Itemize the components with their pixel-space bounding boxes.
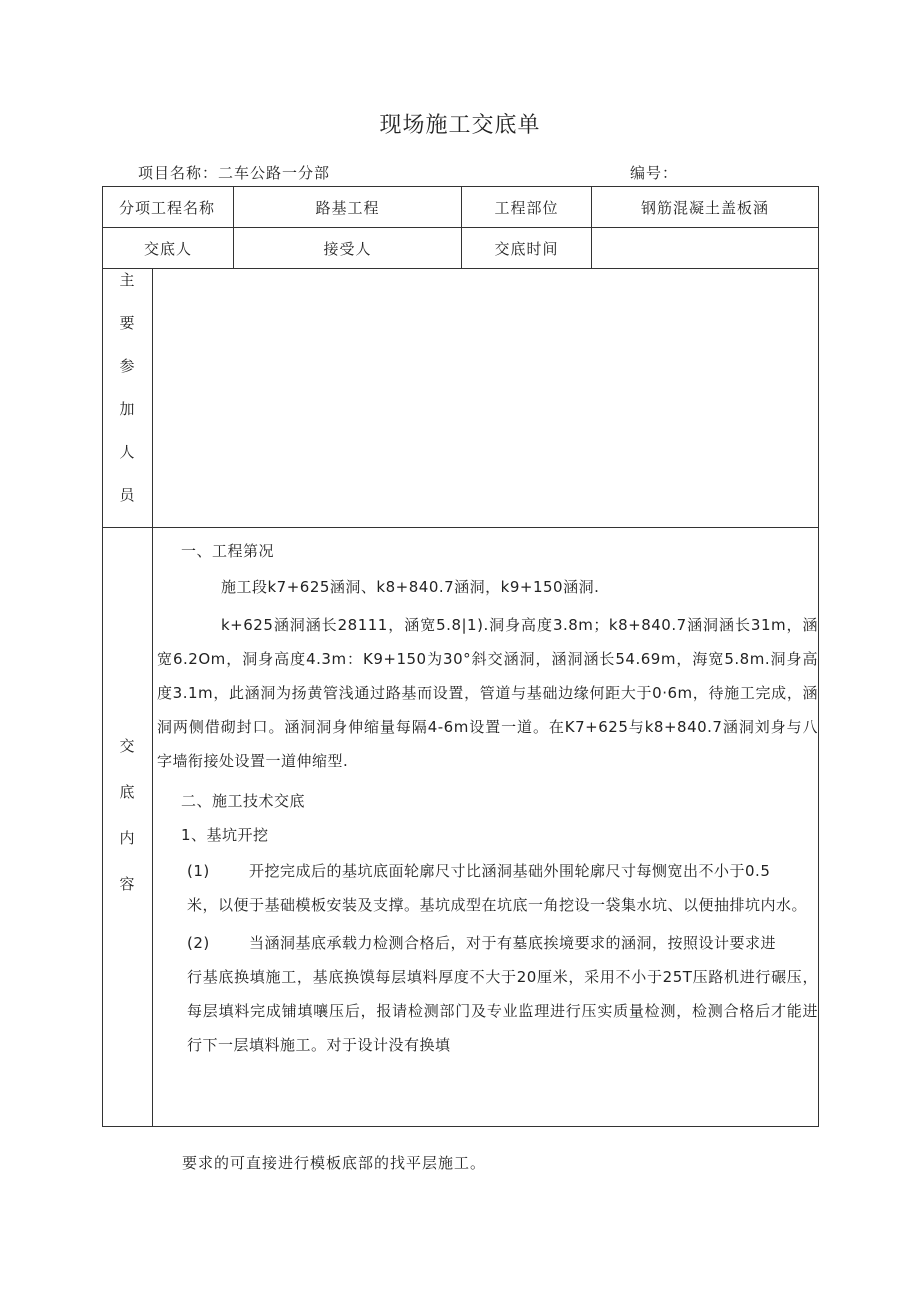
participants-label-char: 加 <box>119 400 136 418</box>
content-label-char: 交 <box>119 737 136 755</box>
time-label: 交底时间 <box>462 228 592 269</box>
list-item <box>153 926 818 960</box>
subsection-heading: 1、基坑开挖 <box>181 826 269 844</box>
list-item <box>153 854 818 888</box>
list-item-text: 开挖完成后的基坑底面轮廓尺寸比涵洞基础外围轮廓尺寸每恻宽出不小于0.5 <box>249 862 771 880</box>
participants-row <box>103 269 819 528</box>
content-paragraph: 施工段k7+625涵洞、k8+840.7涵洞，k9+150涵洞. <box>221 578 600 596</box>
participants-label-char: 要 <box>119 314 136 332</box>
list-item-number: (1) <box>187 862 210 880</box>
participants-label-char: 员 <box>119 486 136 504</box>
header-row-2 <box>103 228 819 269</box>
content-row <box>103 528 819 1127</box>
content-body <box>153 528 819 1127</box>
participants-label-char: 人 <box>119 443 136 461</box>
sub-project-value: 路基工程 <box>234 187 462 228</box>
handover-form-table <box>102 186 819 1127</box>
list-item-continuation: 米，以便于基础模板安装及支撑。基坑成型在坑底一角挖设一袋集水坑、以便抽排坑内水。 <box>187 896 808 914</box>
content-paragraph: k+625涵洞涵长28111，涵宽5.8|1).洞身高度3.8m；k8+840.7涵洞涵长31m，涵宽6.2Om，洞身高度4.3m：K9+150为30°斜交涵洞，涵洞涵长54.69m，海宽5.8m.洞身高度3.1m，此涵洞为扬黄管浅通过路基而设置，管道与基础边缘何距大于0·6m，待施工完成，涵洞两侧借砌封口。涵洞洞身伸缩量每隔4-6m设置一道。在K7+625与k8+840.7涵洞刘身与八字墙衔接处设置一道伸缩型. <box>157 616 819 770</box>
participants-label-char: 主 <box>119 271 136 289</box>
giver-label: 交底人 <box>103 228 234 269</box>
header-row-1 <box>103 187 819 228</box>
participants-label <box>103 269 153 528</box>
content-label-char: 内 <box>119 829 136 847</box>
sub-project-label: 分项工程名称 <box>103 187 234 228</box>
page-title: 现场施工交底单 <box>379 113 541 138</box>
list-item-continuation: 行基底换填施工，基底换馍每层填料厚度不大于20厘米，采用不小于25T压路机进行碾压，每层填料完成铺填嚷压后，报请检测部门及专业监理进行压实质量检测，检测合格后才能进行下一层填料施工。对于设计没有换填 <box>187 968 819 1054</box>
section-heading: 二、施工技术交底 <box>181 792 306 810</box>
content-label <box>103 528 153 1127</box>
list-item-text: 当涵洞基底承载力检测合格后，对于有墓底挨境要求的涵洞，按照设计要求进 <box>249 934 777 952</box>
participants-label-char: 参 <box>119 357 136 375</box>
part-value: 钢筋混凝土盖板涵 <box>592 187 819 228</box>
project-name: 项目名称：二车公路一分部 <box>138 164 331 182</box>
receiver-label: 接受人 <box>234 228 462 269</box>
section-heading: 一、工程第况 <box>181 542 275 560</box>
time-value[interactable] <box>592 228 819 269</box>
content-label-char: 容 <box>119 875 136 893</box>
participants-value[interactable] <box>153 269 819 528</box>
continuation-text: 要求的可直接进行模板底部的找平层施工。 <box>182 1154 487 1172</box>
list-item-number: (2) <box>187 934 210 952</box>
document-number-label: 编号： <box>630 164 679 182</box>
part-label: 工程部位 <box>462 187 592 228</box>
content-label-char: 底 <box>119 783 136 801</box>
